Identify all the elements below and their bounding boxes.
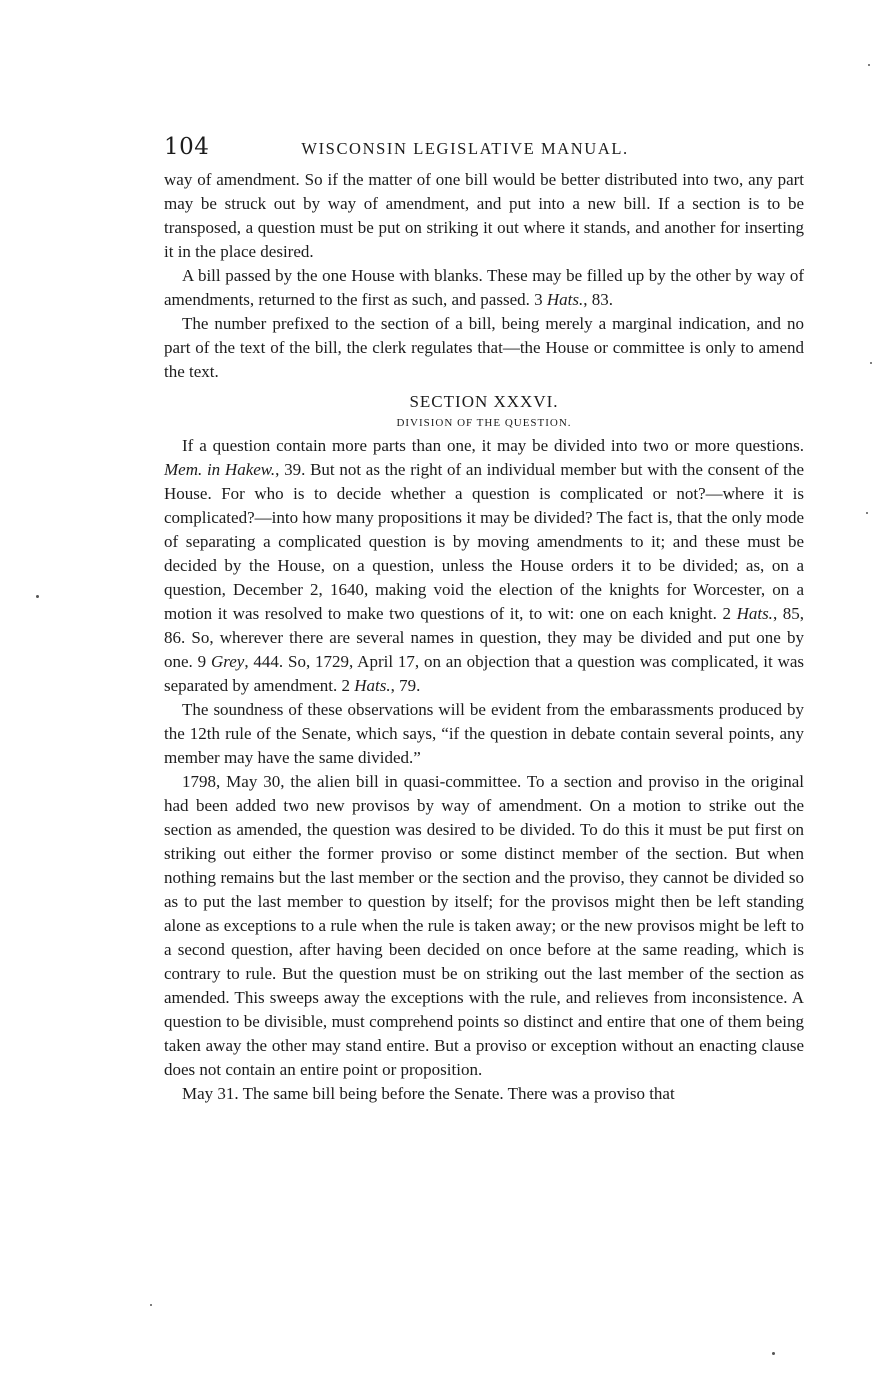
page-header bbox=[164, 134, 804, 168]
paragraph bbox=[164, 168, 804, 264]
text-run: 1798, May 30, the alien bill in quasi-committee. To a section and proviso in the original had been added two new provisos by way of amendment. On a motion to strike out the section as amended, the question was desired to be divided. To do this it must be put first on striking out either the former proviso or some distinct member of the section. But when nothing remains but the last member or the section and the proviso, they cannot be divided so as to put the last member to question by itself; for the provisos might then be left standing alone as exceptions to a rule when the rule is taken away; or the new provisos might be left to a second question, after having been decided on once before at the same reading, which is contrary to rule. But the question must be on striking out the last member of the section as amended. This sweeps away the exceptions with the rule, and relieves from inconsistence. A question to be divisible, must comprehend points so distinct and entire that one of them being taken away the other may stand entire. But a proviso or exception without an enacting clause does not contain an entire point or proposition. bbox=[164, 772, 804, 1079]
paper-speck bbox=[866, 512, 868, 514]
paper-speck bbox=[868, 64, 870, 66]
citation-reference: Hats. bbox=[354, 676, 391, 695]
text-run: , 39. But not as the right of an individual member but with the consent of the House. For who is to decide whether a question is complicated or not?—where it is complicated?—into how many propositions it may be divided? The fact is, that the only mode of separating a complicated question is by moving amendments to it; and these must be decided by the House, on a question, unless the House orders it to be divided; as, on a question, December 2, 1640, making void the election of the knights for Worcester, on a motion it was resolved to make two questions of it, to wit: one on each knight. 2 bbox=[164, 460, 804, 623]
paragraph bbox=[164, 312, 804, 384]
paragraph bbox=[164, 264, 804, 312]
text-run: , 79. bbox=[390, 676, 421, 695]
text-run: A bill passed by the one House with blanks. These may be filled up by the other by way of amendments, returned to the first as such, and passed. 3 bbox=[164, 266, 804, 309]
citation-reference: Hats. bbox=[736, 604, 773, 623]
running-head: WISCONSIN LEGISLATIVE MANUAL. bbox=[301, 139, 629, 158]
paper-speck bbox=[772, 1352, 775, 1355]
citation-reference: Grey bbox=[210, 652, 245, 671]
citation-reference: Mem. in Hakew. bbox=[164, 460, 276, 479]
paper-speck bbox=[36, 595, 39, 598]
text-run: way of amendment. So if the matter of one bill would be better distributed into two, any part may be struck out by way of amendment, and put into a new bill. If a section is to be transposed, a question must be put on striking it out where it stands, and another for inserting it in the place desired. bbox=[164, 170, 804, 261]
text-run: May 31. The same bill being before the Senate. There was a proviso that bbox=[182, 1084, 675, 1103]
text-run: If a question contain more parts than one, it may be divided into two or more questions. bbox=[182, 436, 804, 455]
paragraph bbox=[164, 770, 804, 1082]
text-run: The number prefixed to the section of a bill, being merely a marginal indication, and no part of the text of the bill, the clerk regulates that—the House or committee is only to amend the text. bbox=[164, 314, 804, 381]
section-heading: SECTION XXXVI. bbox=[409, 392, 559, 411]
paper-speck bbox=[150, 1304, 152, 1306]
page-number: 104 bbox=[164, 134, 210, 160]
paragraph bbox=[164, 698, 804, 770]
paper-speck bbox=[870, 362, 872, 364]
text-run: , 83. bbox=[583, 290, 613, 309]
text-run: , 444. So, 1729, April 17, on an objection that a question was complicated, it was separated by amendment. 2 bbox=[164, 652, 805, 695]
citation-reference: Hats. bbox=[546, 290, 584, 309]
paragraph bbox=[164, 1082, 804, 1106]
paragraph bbox=[164, 434, 804, 698]
section-subheading: DIVISION OF THE QUESTION. bbox=[396, 417, 572, 429]
text-run: , 85, 86. So, wherever there are several names in question, they may be divided and put one by one. 9 bbox=[164, 604, 805, 671]
text-run: The soundness of these observations will be evident from the embarassments produced by the 12th rule of the Senate, which says, “if the question in debate contain several points, any member may have the same divided.” bbox=[164, 700, 804, 767]
book-page bbox=[164, 134, 804, 1106]
